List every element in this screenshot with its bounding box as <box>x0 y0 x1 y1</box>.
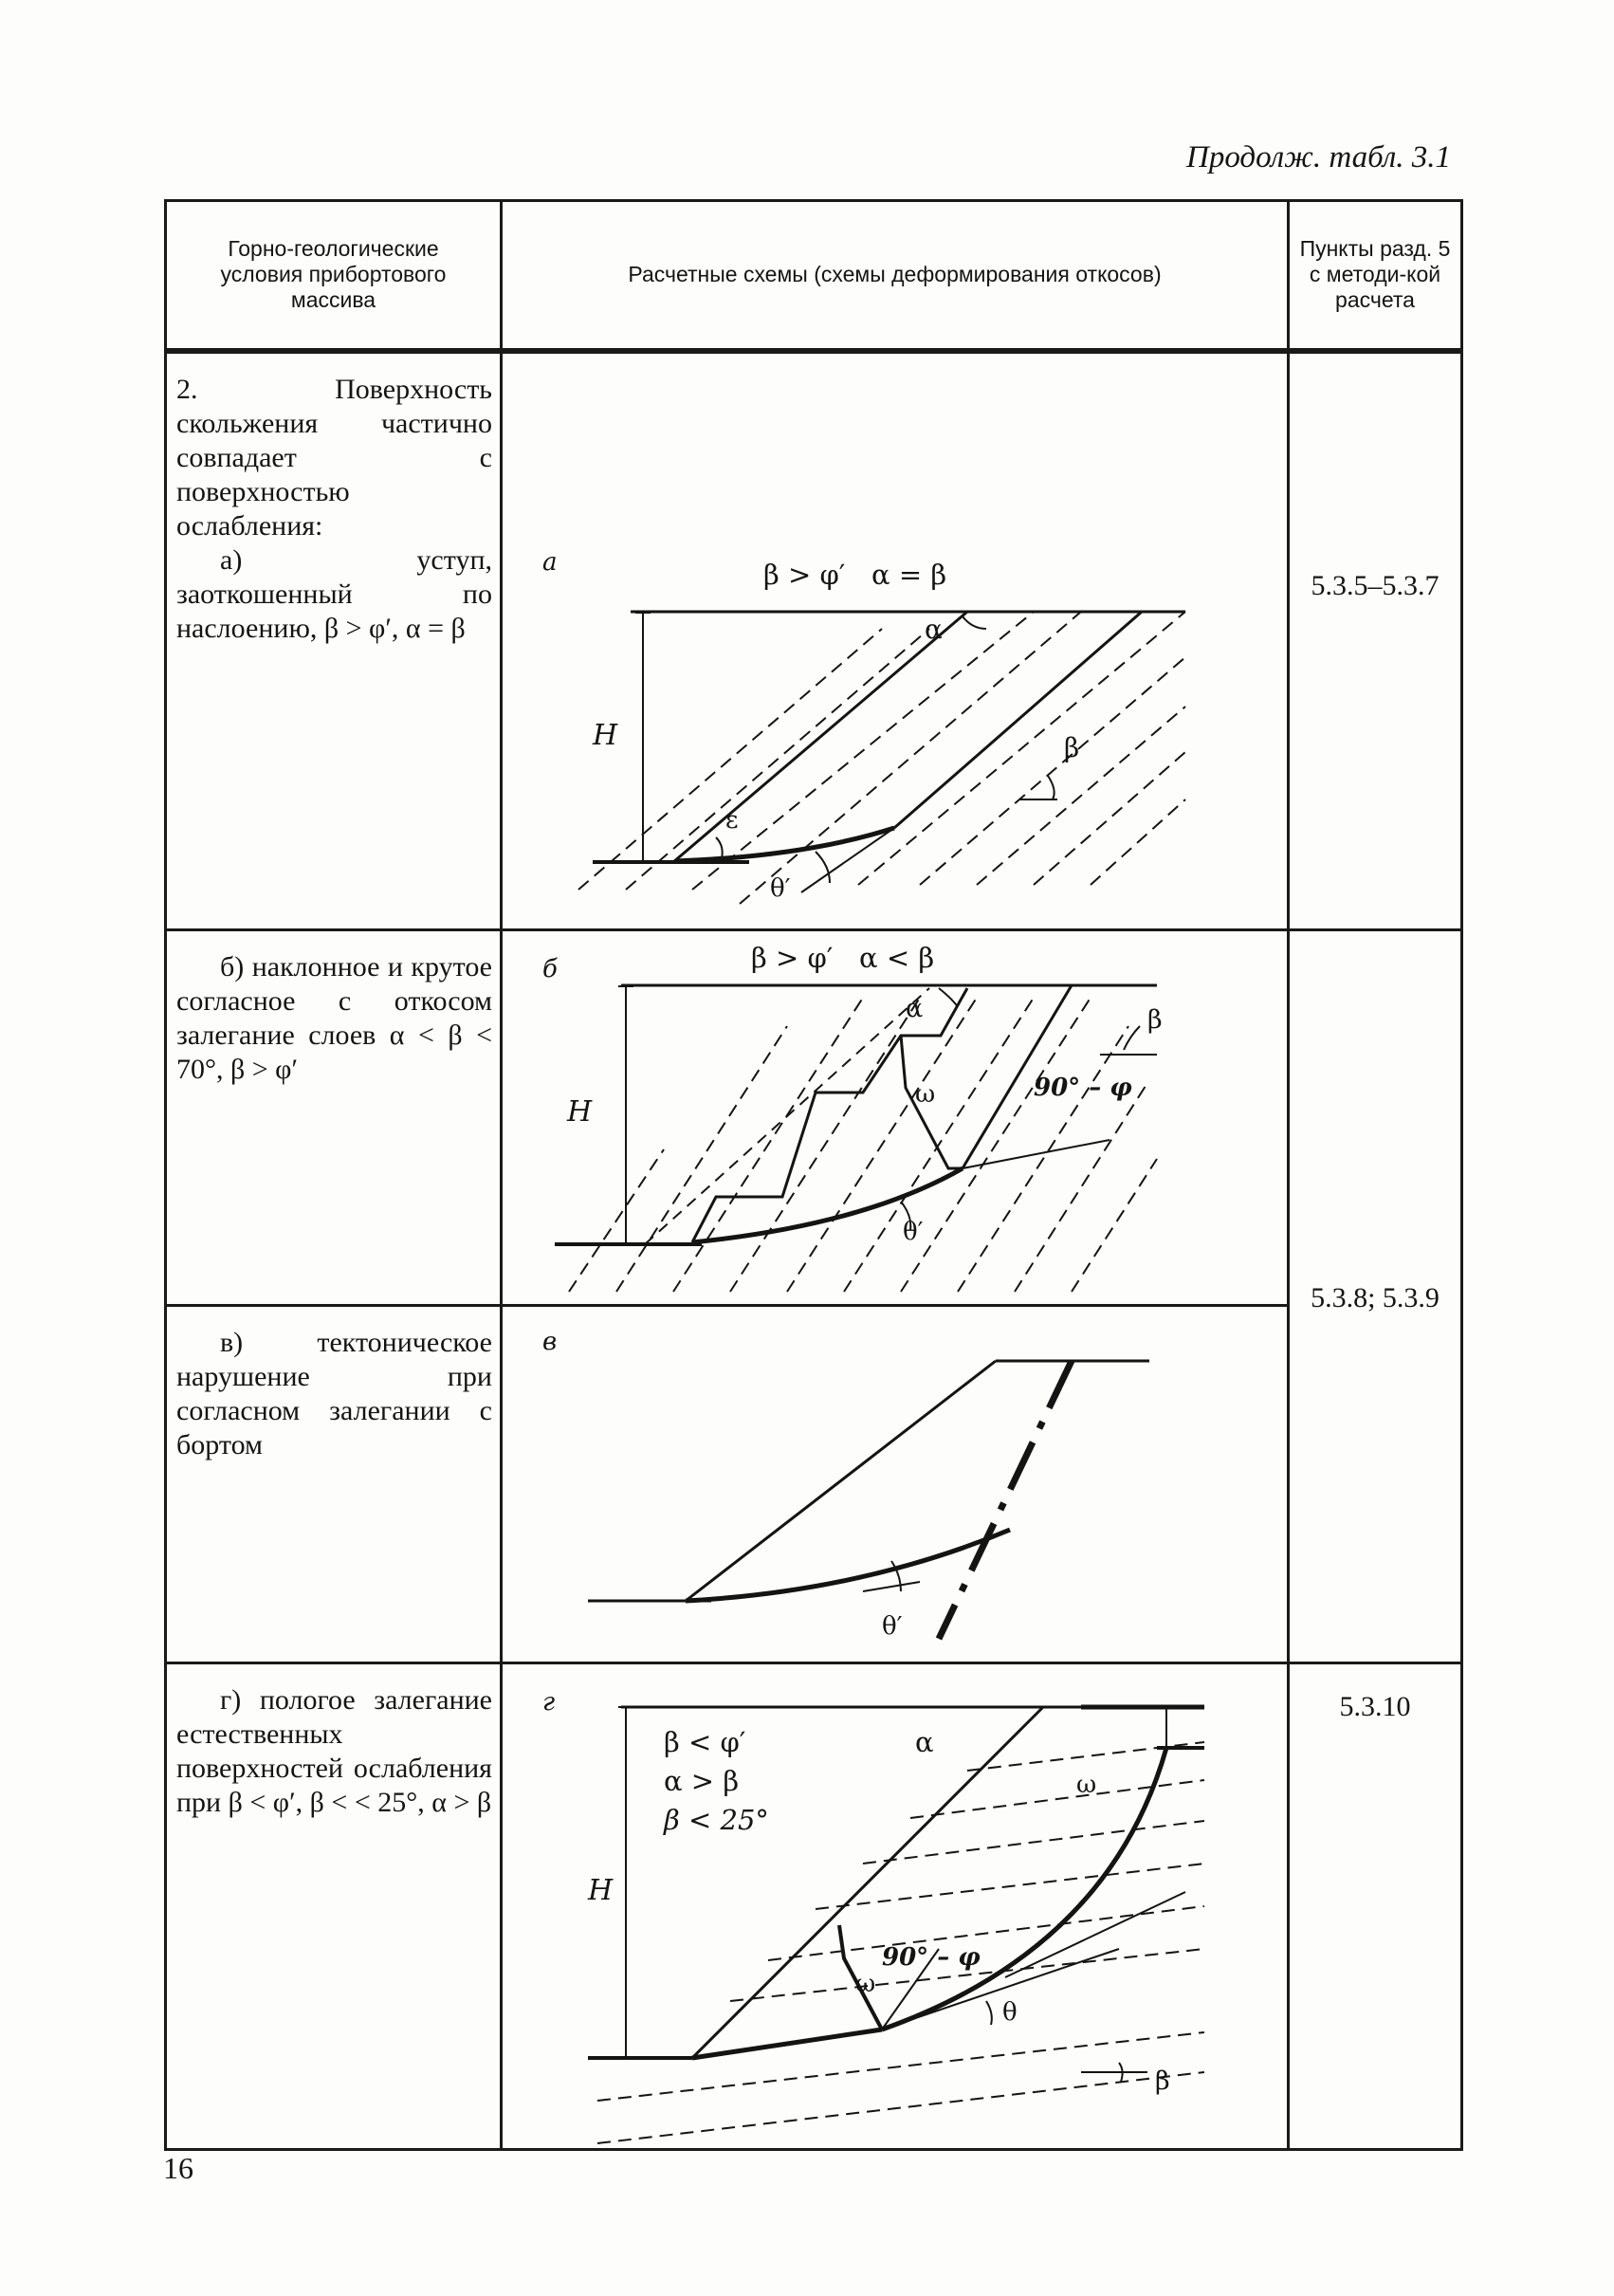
formula-d3: β < 25° <box>664 1804 769 1836</box>
main-table <box>164 199 1463 2151</box>
label-theta-b: θ′ <box>903 1218 924 1246</box>
slope-face-c <box>686 1361 996 1601</box>
cond-d-text: г) пологое залегание естественных поверхностей ослабления при β < φ′, β < < 25°, α > β <box>176 1684 492 1818</box>
cell-scheme-a <box>502 351 1289 930</box>
label-theta-a: θ′ <box>770 873 791 903</box>
header-conditions: Горно-геологические условия прибортового массива <box>166 201 502 351</box>
table-header-row <box>166 201 1462 351</box>
formula-d2: α > β <box>664 1765 740 1797</box>
label-alpha-d: α <box>915 1726 934 1758</box>
table-row <box>166 351 1462 930</box>
cell-scheme-b <box>502 930 1289 1306</box>
cond-a-text: а) уступ, заоткошенный по наслоению, β > φ′, α = β <box>176 543 492 644</box>
cell-conditions-c <box>166 1306 502 1663</box>
fault-line <box>939 1361 1072 1639</box>
label-omega-b: ω <box>915 1080 936 1109</box>
fig-letter-a: а <box>542 547 558 577</box>
label-angle-b: 90° – φ <box>1034 1074 1132 1102</box>
table-row <box>166 1663 1462 2150</box>
cell-ref-d <box>1289 1663 1462 2150</box>
table-row <box>166 1306 1462 1663</box>
label-angle-d: 90° – φ <box>882 1943 981 1972</box>
cell-scheme-d <box>502 1663 1289 2150</box>
stepped-profile <box>692 988 967 1242</box>
label-omega-d: ω <box>855 1970 876 1998</box>
header-refs: Пункты разд. 5 с методи-кой расчета <box>1289 201 1462 351</box>
label-alpha-b: α <box>906 994 924 1023</box>
continuation-header: Продолж. табл. 3.1 <box>1185 140 1451 174</box>
label-beta-d: β <box>1155 2066 1170 2096</box>
formula-d1: β < φ′ <box>664 1726 746 1758</box>
ref-d: 5.3.10 <box>1339 1691 1411 1722</box>
label-alpha-a: α <box>925 613 943 645</box>
label-beta-b: β <box>1147 1005 1163 1035</box>
header-schemes: Расчетные схемы (схемы деформирования откосов) <box>502 201 1289 351</box>
cell-scheme-c <box>502 1306 1289 1663</box>
formula-b: β > φ′ α < β <box>751 942 935 974</box>
ref-a: 5.3.5–5.3.7 <box>1311 569 1440 601</box>
fig-letter-b: б <box>542 955 558 983</box>
cell-ref-bc <box>1289 930 1462 1663</box>
fig-letter-c: в <box>542 1328 558 1356</box>
scheme-c-figure <box>503 1307 1290 1664</box>
label-h-d: H <box>588 1874 614 1907</box>
scheme-a-figure <box>503 354 1290 933</box>
label-h-a: H <box>593 718 618 752</box>
label-theta-d: θ <box>1002 1998 1018 2027</box>
table-row <box>166 930 1462 1306</box>
label-theta-c: θ′ <box>882 1612 903 1641</box>
page-number: 16 <box>163 2151 193 2185</box>
bedding-lines <box>578 612 1185 904</box>
label-eps-a: ε <box>725 805 739 835</box>
cond-c-text: в) тектоническое нарушение при согласном залегании с бортом <box>176 1327 492 1460</box>
fig-letter-d: г <box>542 1688 556 1717</box>
scheme-b-figure <box>503 931 1290 1307</box>
slope-face <box>673 612 967 862</box>
cond-b-text: б) наклонное и крутое согласное с откосом залегание слоев α < β < 70°, β > φ′ <box>176 951 492 1085</box>
ref-bc: 5.3.8; 5.3.9 <box>1311 1282 1440 1313</box>
label-omega-top-d: ω <box>1076 1771 1097 1799</box>
cell-conditions-a <box>166 351 502 930</box>
formula-a: β > φ′ α = β <box>763 558 947 591</box>
cell-conditions-b <box>166 930 502 1306</box>
scheme-d-figure <box>503 1664 1290 2151</box>
cell-conditions-d <box>166 1663 502 2150</box>
cond-a-heading: 2. Поверхность скольжения частично совпадает с поверхностью ослабления: <box>176 373 492 542</box>
label-h-b: H <box>567 1095 593 1129</box>
cell-ref-a <box>1289 351 1462 930</box>
label-beta-a: β <box>1064 731 1080 763</box>
